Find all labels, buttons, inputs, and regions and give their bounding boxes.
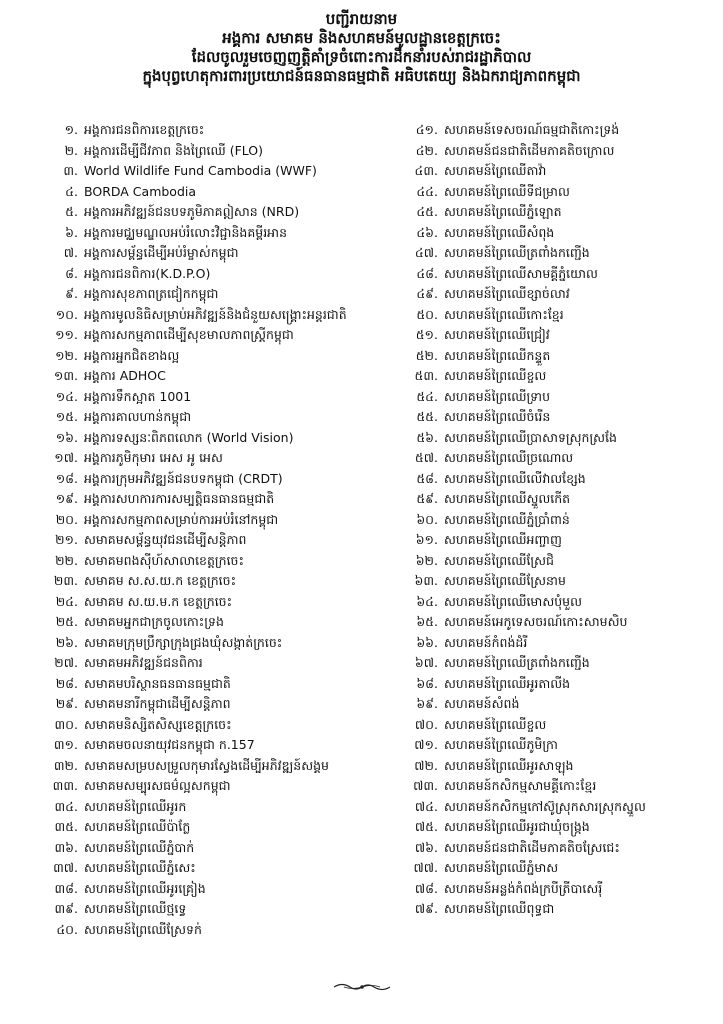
organization-name: សហគមន៍អន្លង់កំពង់ក្របីត្រីបាសេរ៉ី xyxy=(444,880,603,896)
item-number: ១៤. xyxy=(55,388,78,404)
organization-name: សហគមន៍ជនជាតិដើមភាគតិចស្រែជេះ xyxy=(444,839,620,855)
item-number: ៥៧. xyxy=(414,450,438,465)
item-number: ៥៩. xyxy=(416,491,438,506)
organization-name: សហគមន៍ជនជាតិដើមភាគតិចក្រោល xyxy=(444,142,615,158)
item-number: ៧៤. xyxy=(414,798,438,814)
item-number: ៧៩. xyxy=(414,901,438,916)
list-item xyxy=(400,612,710,633)
organization-name: សហគមន៍ព្រៃឈើអញ្ចាញ xyxy=(444,532,562,547)
list-item xyxy=(40,448,390,469)
item-number: ៥៦. xyxy=(416,429,438,445)
list-item xyxy=(40,387,390,408)
organization-name: សហគមន៍ព្រៃឈើភ្នំសេះ xyxy=(84,860,196,875)
organization-name: អង្គការសកម្មភាពដើម្បីសុខមាលភាពស្ត្រីកម្ពុជា xyxy=(84,327,294,342)
organization-name: BORDA Cambodia xyxy=(84,183,197,199)
organization-name: សហគមន៍កំពង់ដំរី xyxy=(444,634,528,650)
list-item xyxy=(40,366,390,387)
list-item xyxy=(40,879,390,900)
list-item xyxy=(400,797,710,818)
list-item xyxy=(40,305,390,326)
item-number: ៤៨. xyxy=(416,265,438,281)
item-number: ៣២. xyxy=(53,757,78,773)
organization-name: អង្គការក្រុមអភិវឌ្ឍន៍ជនបទកម្ពុជា (CRDT) xyxy=(84,470,283,486)
list-item xyxy=(400,161,710,182)
item-number: ៤០. xyxy=(56,921,78,937)
item-number: ២៨. xyxy=(55,675,78,691)
list-item xyxy=(400,120,710,141)
list-item xyxy=(400,182,710,203)
organization-name: សហគមន៍ព្រៃឈើស្រែនាម xyxy=(444,573,566,588)
document-header xyxy=(0,10,723,86)
organization-name: សហគមន៍ព្រៃឈើច្រណោល xyxy=(444,450,574,465)
organization-name: សហគមន៍ព្រៃឈើថ្មទ្វេ xyxy=(84,901,187,916)
item-number: ៦៤. xyxy=(416,593,438,609)
organization-name: សហគមន៍កសិកម្មកៅស៊ូស្រុកសារស្រុកស្នួល xyxy=(444,798,646,814)
document-subtitle-3: ក្នុងបុព្វហេតុការពារប្រយោជន៍ធនធានធម្មជាតិ អធិបតេយ្យ និងឯករាជ្យភាពកម្ពុជា xyxy=(142,67,581,85)
list-item xyxy=(400,776,710,797)
item-number: ១៨. xyxy=(55,470,78,486)
organization-name: សហគមន៍អេកូទេសចរណ៍កោះសាមសិប xyxy=(444,614,628,629)
item-number: ៣៨. xyxy=(54,880,78,896)
organization-name: សហគមន៍ព្រៃឈើស្រែជិ xyxy=(444,552,554,568)
list-item xyxy=(40,592,390,613)
organization-list-left xyxy=(40,120,390,940)
item-number: ៦. xyxy=(65,224,78,240)
organization-name: សហគមន៍ព្រៃឈើទ្រាប xyxy=(444,388,551,404)
organization-name: សមាគមនារីកម្ពុជាដើម្បីសន្តិភាព xyxy=(84,696,231,711)
list-item xyxy=(400,633,710,654)
list-item xyxy=(40,694,390,715)
list-item xyxy=(400,530,710,551)
item-number: ២៤. xyxy=(55,593,78,609)
list-item xyxy=(40,264,390,285)
list-item xyxy=(400,264,710,285)
organization-name: សមាគមនិស្សិតសិស្សខេត្តក្រចេះ xyxy=(84,716,232,732)
list-item xyxy=(400,858,710,879)
list-item xyxy=(400,428,710,449)
list-item xyxy=(40,776,390,797)
list-item xyxy=(40,325,390,346)
list-item xyxy=(40,120,390,141)
list-item xyxy=(40,141,390,162)
item-number: ៦២. xyxy=(415,552,438,568)
item-number: ៧៧. xyxy=(413,860,438,875)
organization-name: សហគមន៍ព្រៃឈើចំរើន xyxy=(444,409,551,424)
organization-name: អង្គការជនពិការខេត្តក្រចេះ xyxy=(84,122,205,137)
item-number: ៤៥. xyxy=(416,204,438,219)
item-number: ១០. xyxy=(55,306,78,322)
organization-name: សមាគមសម្របសម្រួលកុមារស្វែងដើម្បីអភិវឌ្ឍន៍សង្គម xyxy=(84,757,329,773)
list-item xyxy=(400,674,710,695)
organization-name: សហគមន៍ព្រៃឈើត្រពាំងកញ្ជើង xyxy=(444,655,590,670)
list-item xyxy=(40,407,390,428)
item-number: ៤៧. xyxy=(414,245,438,260)
list-item xyxy=(40,284,390,305)
item-number: ៤២. xyxy=(415,142,438,158)
organization-name: សហគមន៍ព្រៃឈើជ្រៀវ xyxy=(444,327,550,342)
item-number: ៦១. xyxy=(415,532,438,547)
organization-name: សហគមន៍ព្រៃឈើសាមគ្គីភ្នំយោល xyxy=(444,265,598,281)
item-number: ៥៨. xyxy=(416,470,438,486)
organization-name: សហគមន៍ព្រៃឈើសំពុង xyxy=(444,224,555,240)
list-item xyxy=(40,858,390,879)
organization-name: សហគមន៍ព្រៃឈើភូមិក្រា xyxy=(444,737,558,752)
list-item xyxy=(400,756,710,777)
item-number: ២២. xyxy=(55,552,78,568)
organization-name: អង្គការសម្ព័ន្ធដើម្បីអប់រំម្ចាស់កម្ពុជា xyxy=(84,245,239,260)
organization-name: សហគមន៍ព្រៃឈើអូរតាលីង xyxy=(444,675,571,691)
list-item xyxy=(40,161,390,182)
list-item xyxy=(400,448,710,469)
organization-name: អង្គការអ្នកជិតខាងល្អ xyxy=(84,347,180,363)
list-item xyxy=(40,838,390,859)
organization-name: សហគមន៍ព្រៃឈើកន្ទួត xyxy=(444,347,551,363)
list-item xyxy=(400,715,710,736)
item-number: ៧១. xyxy=(414,737,438,752)
list-item xyxy=(400,325,710,346)
item-number: ៦៨. xyxy=(416,675,438,691)
list-item xyxy=(40,428,390,449)
organization-name: សមាគមសម្ព័ន្ធយុវជនដើម្បីសន្តិភាព xyxy=(84,532,247,547)
organization-name: សហគមន៍ព្រៃឈើទីជម្រាល xyxy=(444,183,570,199)
organization-name: សហគមន៍ព្រៃឈើភ្នំប្រាំពាន់ xyxy=(444,511,570,527)
item-number: ៤៦. xyxy=(416,224,438,240)
organization-name: សហគមន៍ព្រៃឈើប៉ាក្លែ xyxy=(84,819,191,834)
item-number: ៥១. xyxy=(415,327,438,342)
list-item xyxy=(400,387,710,408)
item-number: ៣. xyxy=(63,163,78,178)
ornament-icon xyxy=(332,981,392,993)
list-item xyxy=(400,879,710,900)
organization-name: សមាគមអ្នកជាក្រចូលកោះទ្រង xyxy=(84,614,224,629)
organization-name: សហគមន៍ព្រៃឈើស្នួលកើត xyxy=(444,491,571,506)
organization-name: សហគមន៍ព្រៃឈើត្រពាំងកញ្ជើង xyxy=(444,245,590,260)
list-item xyxy=(40,182,390,203)
item-number: ៩. xyxy=(65,286,78,301)
document-subtitle-2: ដែលចូលរួមចេញញត្តិគាំទ្រចំពោះការដឹកនាំរបស់រាជរដ្ឋាភិបាល xyxy=(191,48,532,66)
organization-name: សហគមន៍សំពង់ xyxy=(444,696,520,711)
organization-name: សហគមន៍ព្រៃឈើលើវាលខ្សែង xyxy=(444,470,586,486)
item-number: ១. xyxy=(64,122,78,137)
organization-name: អង្គការអភិវឌ្ឍន៍ជនបទភូមិភាគឦសាន (NRD) xyxy=(84,204,300,219)
item-number: ១៣. xyxy=(53,368,78,383)
organization-name: សហគមន៍ព្រៃឈើខ្សាច់លាវ xyxy=(444,286,570,301)
item-number: ៦៥. xyxy=(416,614,438,629)
list-item xyxy=(40,243,390,264)
item-number: ២៣. xyxy=(53,573,78,588)
list-item xyxy=(400,551,710,572)
organization-name: សហគមន៍ព្រៃឈើភ្នំមាស xyxy=(444,860,559,875)
organization-name: អង្គការសុខភាពត្រជៀកកម្ពុជា xyxy=(84,286,219,301)
item-number: ២១. xyxy=(55,532,78,547)
item-number: ៦៩. xyxy=(416,696,438,711)
item-number: ២៦. xyxy=(55,634,78,650)
organization-name: សហគមន៍ព្រៃឈើកោះខ្មែរ xyxy=(444,306,564,322)
item-number: ៤១. xyxy=(415,122,438,137)
document-subtitle-1: អង្គការ សមាគម និងសហគមន៍មូលដ្ឋានខេត្តក្រចេះ xyxy=(222,29,501,47)
list-item xyxy=(400,141,710,162)
organization-name: សហគមន៍កសិកម្មសាមគ្គីកោះខ្មែរ xyxy=(444,778,597,793)
list-item xyxy=(40,551,390,572)
list-item xyxy=(400,305,710,326)
item-number: ៧៦. xyxy=(414,839,438,855)
item-number: ៤៣. xyxy=(414,163,438,178)
organization-name: អង្គការគាលហាន់កម្ពុជា xyxy=(84,409,192,424)
list-item xyxy=(40,653,390,674)
item-number: ៥៥. xyxy=(416,409,438,424)
list-item xyxy=(400,510,710,531)
organization-name: សមាគមពងស៊ីហ៍សាលាខេត្តក្រចេះ xyxy=(84,552,244,568)
list-item xyxy=(40,469,390,490)
list-item xyxy=(400,284,710,305)
list-item xyxy=(400,592,710,613)
list-item xyxy=(40,202,390,223)
organization-name: អង្គការជនពិការ(K.D.P.O) xyxy=(84,265,211,281)
list-item xyxy=(40,223,390,244)
organization-name: អង្គការភូមិកុមារ អេស អូ អេស xyxy=(84,450,223,465)
list-item xyxy=(40,530,390,551)
item-number: ២. xyxy=(64,142,78,158)
list-item xyxy=(40,817,390,838)
organization-list-right xyxy=(400,120,710,920)
item-number: ១២. xyxy=(55,347,78,363)
item-number: ៧៣. xyxy=(413,778,438,793)
organization-name: អង្គការសហការការសម្បត្តិធនធានធម្មជាតិ xyxy=(84,491,275,506)
list-item xyxy=(400,202,710,223)
list-item xyxy=(400,694,710,715)
item-number: ៣១. xyxy=(53,737,78,752)
organization-name: អង្គការ ADHOC xyxy=(84,368,166,383)
list-item xyxy=(40,633,390,654)
organization-name: អង្គការដើម្បីជីវភាព និងព្រៃឈើ (FLO) xyxy=(84,142,264,158)
item-number: ៦៧. xyxy=(414,655,438,670)
item-number: ៣៣. xyxy=(52,778,78,793)
organization-name: សហគមន៍ព្រៃឈើស្រែទក់ xyxy=(84,921,202,937)
organization-name: សហគមន៍ព្រៃឈើមោសបុំមួល xyxy=(444,593,583,609)
item-number: ៤៩. xyxy=(416,286,438,301)
item-number: ៦០. xyxy=(416,511,438,527)
list-item xyxy=(400,223,710,244)
footer-ornament xyxy=(0,978,723,997)
organization-name: សហគមន៍ព្រៃឈើតាវ៉ា xyxy=(444,163,547,178)
list-item xyxy=(40,571,390,592)
list-item xyxy=(400,817,710,838)
organization-name: សហគមន៍ព្រៃឈើអូរក xyxy=(84,798,187,814)
list-item xyxy=(40,510,390,531)
organization-name: សមាគមចលនាយុវជនកម្ពុជា ក.157 xyxy=(84,737,255,752)
item-number: ៤. xyxy=(65,183,78,199)
list-item xyxy=(40,489,390,510)
organization-name: សមាគម ស.យ.ម.ក ខេត្តក្រចេះ xyxy=(84,593,233,609)
organization-name: សមាគមអភិវឌ្ឍន៍ជនពិការ xyxy=(84,655,203,670)
item-number: ១៧. xyxy=(54,450,78,465)
organization-name: សហគមន៍ព្រៃឈើប្រាសាទស្រុកស្រងែ xyxy=(444,429,617,445)
item-number: ៥៤. xyxy=(416,388,438,404)
item-number: ១១. xyxy=(55,327,78,342)
organization-name: អង្គការមូលនិធិសម្រាប់អភិវឌ្ឍន៍និងជំនួយសង្គ្រោះអន្តរជាតិ xyxy=(84,306,347,322)
list-item xyxy=(400,366,710,387)
list-item xyxy=(40,756,390,777)
item-number: ២៩. xyxy=(55,696,78,711)
item-number: ៣០. xyxy=(54,716,78,732)
item-number: ៦៦. xyxy=(416,634,438,650)
list-item xyxy=(400,838,710,859)
list-item xyxy=(40,797,390,818)
list-item xyxy=(400,407,710,428)
organization-name: សហគមន៍ព្រៃឈើអូរគ្រៀង xyxy=(84,880,206,896)
item-number: ១៩. xyxy=(55,491,78,506)
item-number: ៣៧. xyxy=(53,860,78,875)
list-item xyxy=(400,735,710,756)
item-number: ១៦. xyxy=(55,429,78,445)
organization-name: សមាគមបរិស្ថានធនធានធម្មជាតិ xyxy=(84,675,231,691)
item-number: ១៥. xyxy=(55,409,78,424)
item-number: ៣៦. xyxy=(54,839,78,855)
list-item xyxy=(40,920,390,941)
list-item xyxy=(40,346,390,367)
list-item xyxy=(40,715,390,736)
organization-name: អង្គការមជ្ឈមណ្ឌលអប់រំលោះវិជ្ជានិងគម្ពីរអាន xyxy=(84,224,288,240)
organization-name: សហគមន៍ព្រៃឈើភ្នំបាក់ xyxy=(84,839,195,855)
organization-name: សហគមន៍ព្រៃឈើខ្ចល xyxy=(444,368,547,383)
organization-name: សហគមន៍ព្រៃឈើខ្ចល xyxy=(444,716,547,732)
item-number: ៧៨. xyxy=(414,880,438,896)
organization-name: សមាគមសម្បុរសធម៌ល្អសកម្ពុជា xyxy=(84,778,231,793)
organization-name: សហគមន៍ព្រៃឈើអូរសាឡុង xyxy=(444,757,574,773)
list-item xyxy=(400,899,710,920)
organization-name: សមាគមក្រុមប្រឹក្សាក្រុងជ្រងឃុំសង្កាត់ក្រចេះ xyxy=(84,634,283,650)
list-item xyxy=(400,346,710,367)
organization-name: អង្គការសកម្មភាពសម្រាប់ការអប់រំនៅកម្ពុជា xyxy=(84,511,279,527)
item-number: ២០. xyxy=(55,511,78,527)
item-number: ៨. xyxy=(65,265,78,281)
list-item xyxy=(400,469,710,490)
organization-name: សមាគម ស.ស.យ.ក ខេត្តក្រចេះ xyxy=(84,573,237,588)
item-number: ៥០. xyxy=(416,306,438,322)
list-item xyxy=(40,735,390,756)
list-item xyxy=(400,653,710,674)
item-number: ៧២. xyxy=(414,757,438,773)
list-item xyxy=(400,243,710,264)
organization-name: សហគមន៍ទេសចរណ៍ធម្មជាតិកោះទ្រង់ xyxy=(444,122,620,137)
item-number: ៣៥. xyxy=(54,819,78,834)
organization-name: អង្គការទឹកស្អាត 1001 xyxy=(84,388,192,404)
item-number: ២៥. xyxy=(55,614,78,629)
item-number: ៦៣. xyxy=(414,573,438,588)
item-number: ៤៤. xyxy=(416,183,438,199)
item-number: ២៧. xyxy=(54,655,78,670)
document-title: បញ្ជីរាយនាម xyxy=(325,10,398,28)
list-item xyxy=(40,899,390,920)
item-number: ៣៩. xyxy=(54,901,78,916)
organization-name: សហគមន៍ព្រៃឈើភ្នំឡោត xyxy=(444,204,562,219)
item-number: ៥. xyxy=(65,204,78,219)
organization-name: អង្គការទស្សនៈពិភពលោក (World Vision) xyxy=(84,429,294,445)
organization-name: សហគមន៍ព្រៃឈើអូរជាឃុំចង្រ្កង xyxy=(444,819,590,834)
list-item xyxy=(40,674,390,695)
organization-name: World Wildlife Fund Cambodia (WWF) xyxy=(84,163,317,178)
item-number: ៣៤. xyxy=(54,798,78,814)
list-item xyxy=(400,571,710,592)
item-number: ៥៣. xyxy=(414,368,438,383)
item-number: ៧. xyxy=(63,245,78,260)
list-item xyxy=(400,489,710,510)
list-item xyxy=(40,612,390,633)
item-number: ៧៥. xyxy=(414,819,438,834)
organization-name: សហគមន៍ព្រៃឈើពុទ្ធជា xyxy=(444,901,555,916)
item-number: ៥២. xyxy=(415,347,438,363)
item-number: ៧០. xyxy=(414,716,438,732)
